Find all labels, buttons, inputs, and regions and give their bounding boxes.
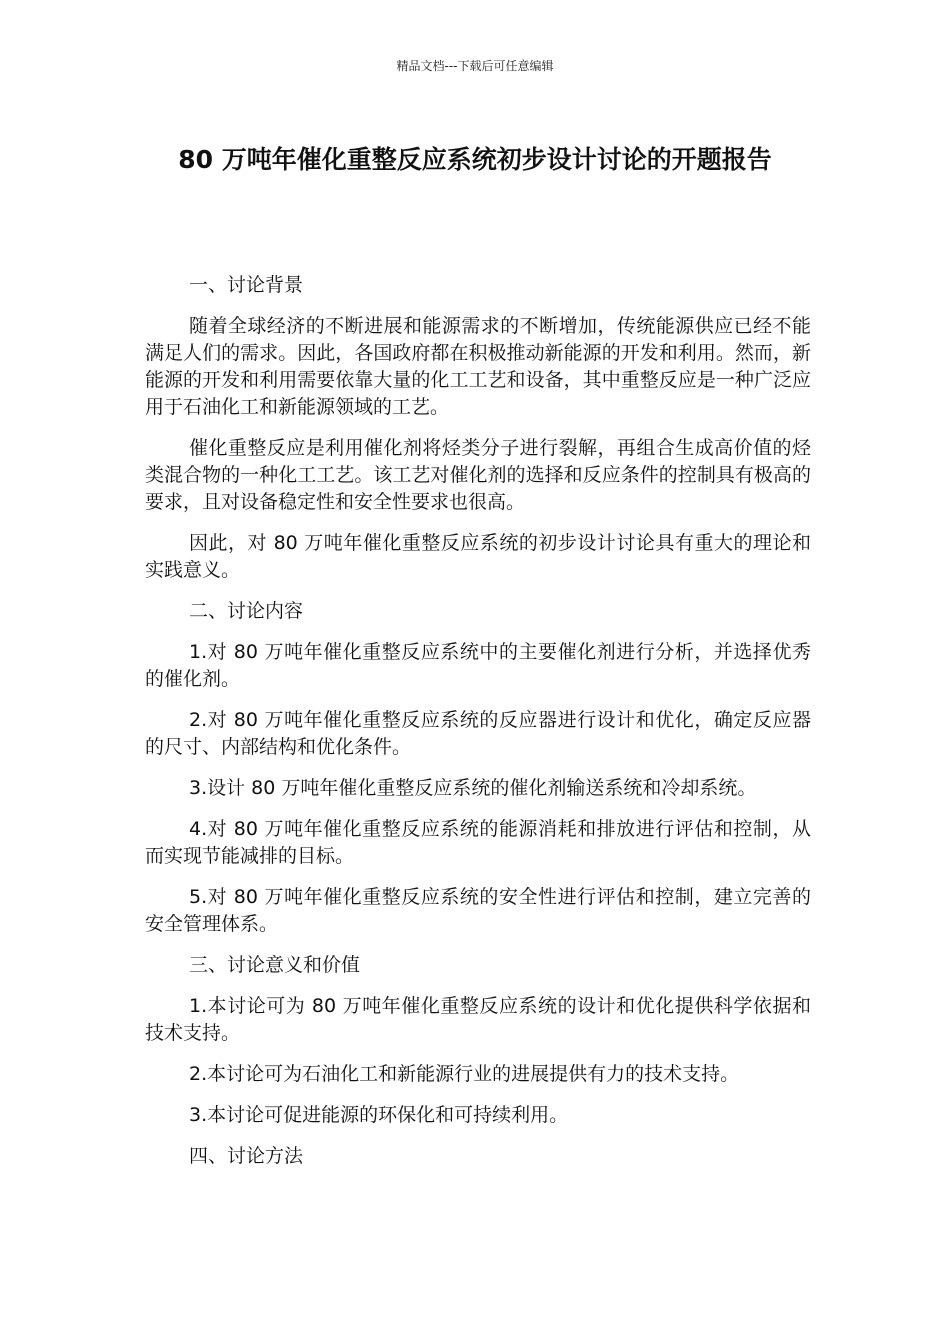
- document-body: [145, 272, 811, 1184]
- header-note: 精品文档---下载后可任意编辑: [396, 59, 554, 73]
- section-heading-significance: 三、讨论意义和价值: [189, 954, 361, 976]
- significance-item-2: 2.本讨论可为石油化工和新能源行业的进展提供有力的技术支持。: [189, 1063, 740, 1085]
- document-title: 80 万吨年催化重整反应系统初步设计讨论的开题报告: [178, 145, 772, 174]
- significance-item-1: 1.本讨论可为 80 万吨年催化重整反应系统的设计和优化提供科学依据和技术支持。: [145, 995, 811, 1044]
- content-item-2: 2.对 80 万吨年催化重整反应系统的反应器进行设计和优化，确定反应器的尺寸、内部结构和优化条件。: [145, 709, 811, 758]
- content-item-3: 3.设计 80 万吨年催化重整反应系统的催化剂输送系统和冷却系统。: [189, 777, 757, 799]
- background-paragraph-1: 随着全球经济的不断进展和能源需求的不断增加，传统能源供应已经不能满足人们的需求。因此，各国政府都在积极推动新能源的开发和利用。然而，新能源的开发和利用需要依靠大量的化工工艺和设备，其中重整反应是一种广泛应用于石油化工和新能源领域的工艺。: [145, 315, 811, 418]
- content-item-5: 5.对 80 万吨年催化重整反应系统的安全性进行评估和控制，建立完善的安全管理体系。: [145, 886, 811, 935]
- content-item-4: 4.对 80 万吨年催化重整反应系统的能源消耗和排放进行评估和控制，从而实现节能减排的目标。: [145, 818, 811, 867]
- significance-item-3: 3.本讨论可促进能源的环保化和可持续利用。: [189, 1104, 569, 1126]
- background-paragraph-3: 因此，对 80 万吨年催化重整反应系统的初步设计讨论具有重大的理论和实践意义。: [145, 532, 811, 581]
- content-item-1: 1.对 80 万吨年催化重整反应系统中的主要催化剂进行分析，并选择优秀的催化剂。: [145, 641, 811, 690]
- section-heading-content: 二、讨论内容: [189, 600, 304, 622]
- section-heading-method: 四、讨论方法: [189, 1145, 304, 1167]
- section-heading-background: 一、讨论背景: [189, 274, 304, 296]
- background-paragraph-2: 催化重整反应是利用催化剂将烃类分子进行裂解，再组合生成高价值的烃类混合物的一种化工工艺。该工艺对催化剂的选择和反应条件的控制具有极高的要求，且对设备稳定性和安全性要求也很高。: [145, 437, 811, 513]
